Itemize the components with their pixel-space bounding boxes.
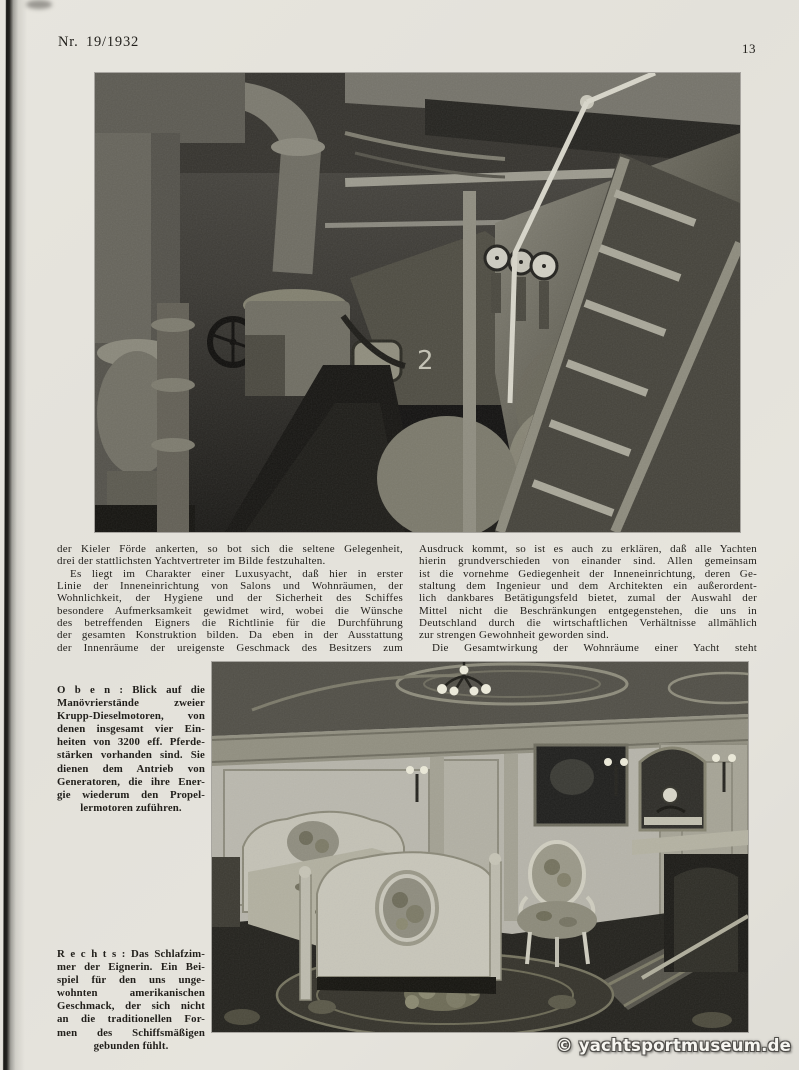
text-line: hierin grundverschieden von einander sind. Allen gemeinsam bbox=[419, 555, 757, 568]
text-line: denen insgesamt vier Ein- bbox=[57, 723, 205, 736]
text-line: men des Schiffsmäßigen bbox=[57, 1026, 205, 1039]
watermark: © yachtsportmuseum.de bbox=[556, 1036, 791, 1055]
text-line: an die traditionellen For- bbox=[57, 1013, 205, 1026]
text-line: heiten von 3200 eff. Pferde- bbox=[57, 736, 205, 749]
text-line: lermotoren zuführen. bbox=[80, 801, 182, 814]
text-line: staltung dem Ingenieur und dem Architekten ein außerordent- bbox=[419, 580, 757, 593]
text-line: ist die vornehme Gediegenheit der Inneneinrichtung, deren Ge- bbox=[419, 567, 757, 580]
text-line: Mittel nicht die Beschränkungen entgegenstehen, die uns in bbox=[419, 604, 757, 617]
text-line: gie wiederum den Propel- bbox=[57, 788, 205, 801]
text-line: des betreffenden Eigners die Richtlinie für die Durchführung bbox=[57, 617, 403, 630]
text-line: Geschmack, der sich nicht bbox=[57, 1000, 205, 1013]
scan-edge-shadow bbox=[0, 0, 27, 1070]
text-line: wohnten amerikanischen bbox=[57, 987, 205, 1000]
scan-smudge bbox=[26, 0, 52, 9]
body-column-left bbox=[57, 543, 403, 654]
text-line: Manövrierstände zweier bbox=[57, 697, 205, 710]
engine-room-photo bbox=[95, 73, 740, 532]
text-line: Ausdruck kommt, so ist es auch zu erklären, daß alle Yachten bbox=[419, 543, 757, 555]
text-line: spiel für den uns unge- bbox=[57, 974, 205, 987]
text-line: drei der stattlichsten Yachtvertreter im Bilde festzuhalten. bbox=[57, 555, 326, 568]
text-line: gebunden fühlt. bbox=[93, 1039, 169, 1052]
page-number: 13 bbox=[742, 41, 756, 56]
text-line: stärken vorhanden sind. Sie bbox=[57, 749, 205, 762]
text-line: besondere Aufmerksamkeit gewidmet wird, wobei die Wünsche bbox=[57, 604, 403, 617]
body-column-right bbox=[419, 543, 757, 654]
caption-rechts bbox=[57, 948, 205, 1053]
text-line: lich dankbares Betätigungsfeld bietet, zumal der Auswahl der bbox=[419, 592, 757, 605]
text-line: zur strengen Gewohnheit geworden sind. bbox=[419, 629, 610, 642]
bedroom-illustration bbox=[212, 662, 748, 1032]
text-line: Die Gesamtwirkung der Wohnräume einer Yacht steht bbox=[432, 641, 757, 654]
text-line: der gesamten Konstruktion bilden. Da eben in der Ausstattung bbox=[57, 629, 403, 642]
text-line: Wohnlichkeit, der Hygiene und der Sicherheit des Schiffes bbox=[57, 592, 403, 605]
text-line: Deutschland durch die wirtschaftlichen Verhältnisse allmählich bbox=[419, 617, 757, 630]
engine-room-illustration bbox=[95, 73, 740, 532]
text-line: Krupp-Dieselmotoren, von bbox=[57, 710, 205, 723]
text-line: Es liegt im Charakter einer Luxusyacht, daß hier in erster bbox=[70, 567, 403, 580]
text-line: Linie der Inneneinrichtung von Salons und Wohnräumen, der bbox=[57, 580, 403, 593]
text-line: Generatoren, die ihre Ener- bbox=[57, 775, 205, 788]
caption-oben bbox=[57, 684, 205, 815]
text-line: O b e n : Blick auf die bbox=[57, 684, 205, 696]
issue-number: Nr. 19/1932 bbox=[58, 34, 140, 50]
text-line: R e c h t s : Das Schlafzim- bbox=[57, 948, 205, 960]
text-line: der Innenräume der ureigenste Geschmack des Besitzers zum bbox=[57, 641, 403, 654]
text-line: der Kieler Förde ankerten, so bot sich die seltene Gelegenheit, bbox=[57, 543, 403, 555]
bedroom-photo bbox=[212, 662, 748, 1032]
text-line: dienen dem Antrieb von bbox=[57, 762, 205, 775]
text-line: mer der Eignerin. Ein Bei- bbox=[57, 961, 205, 974]
